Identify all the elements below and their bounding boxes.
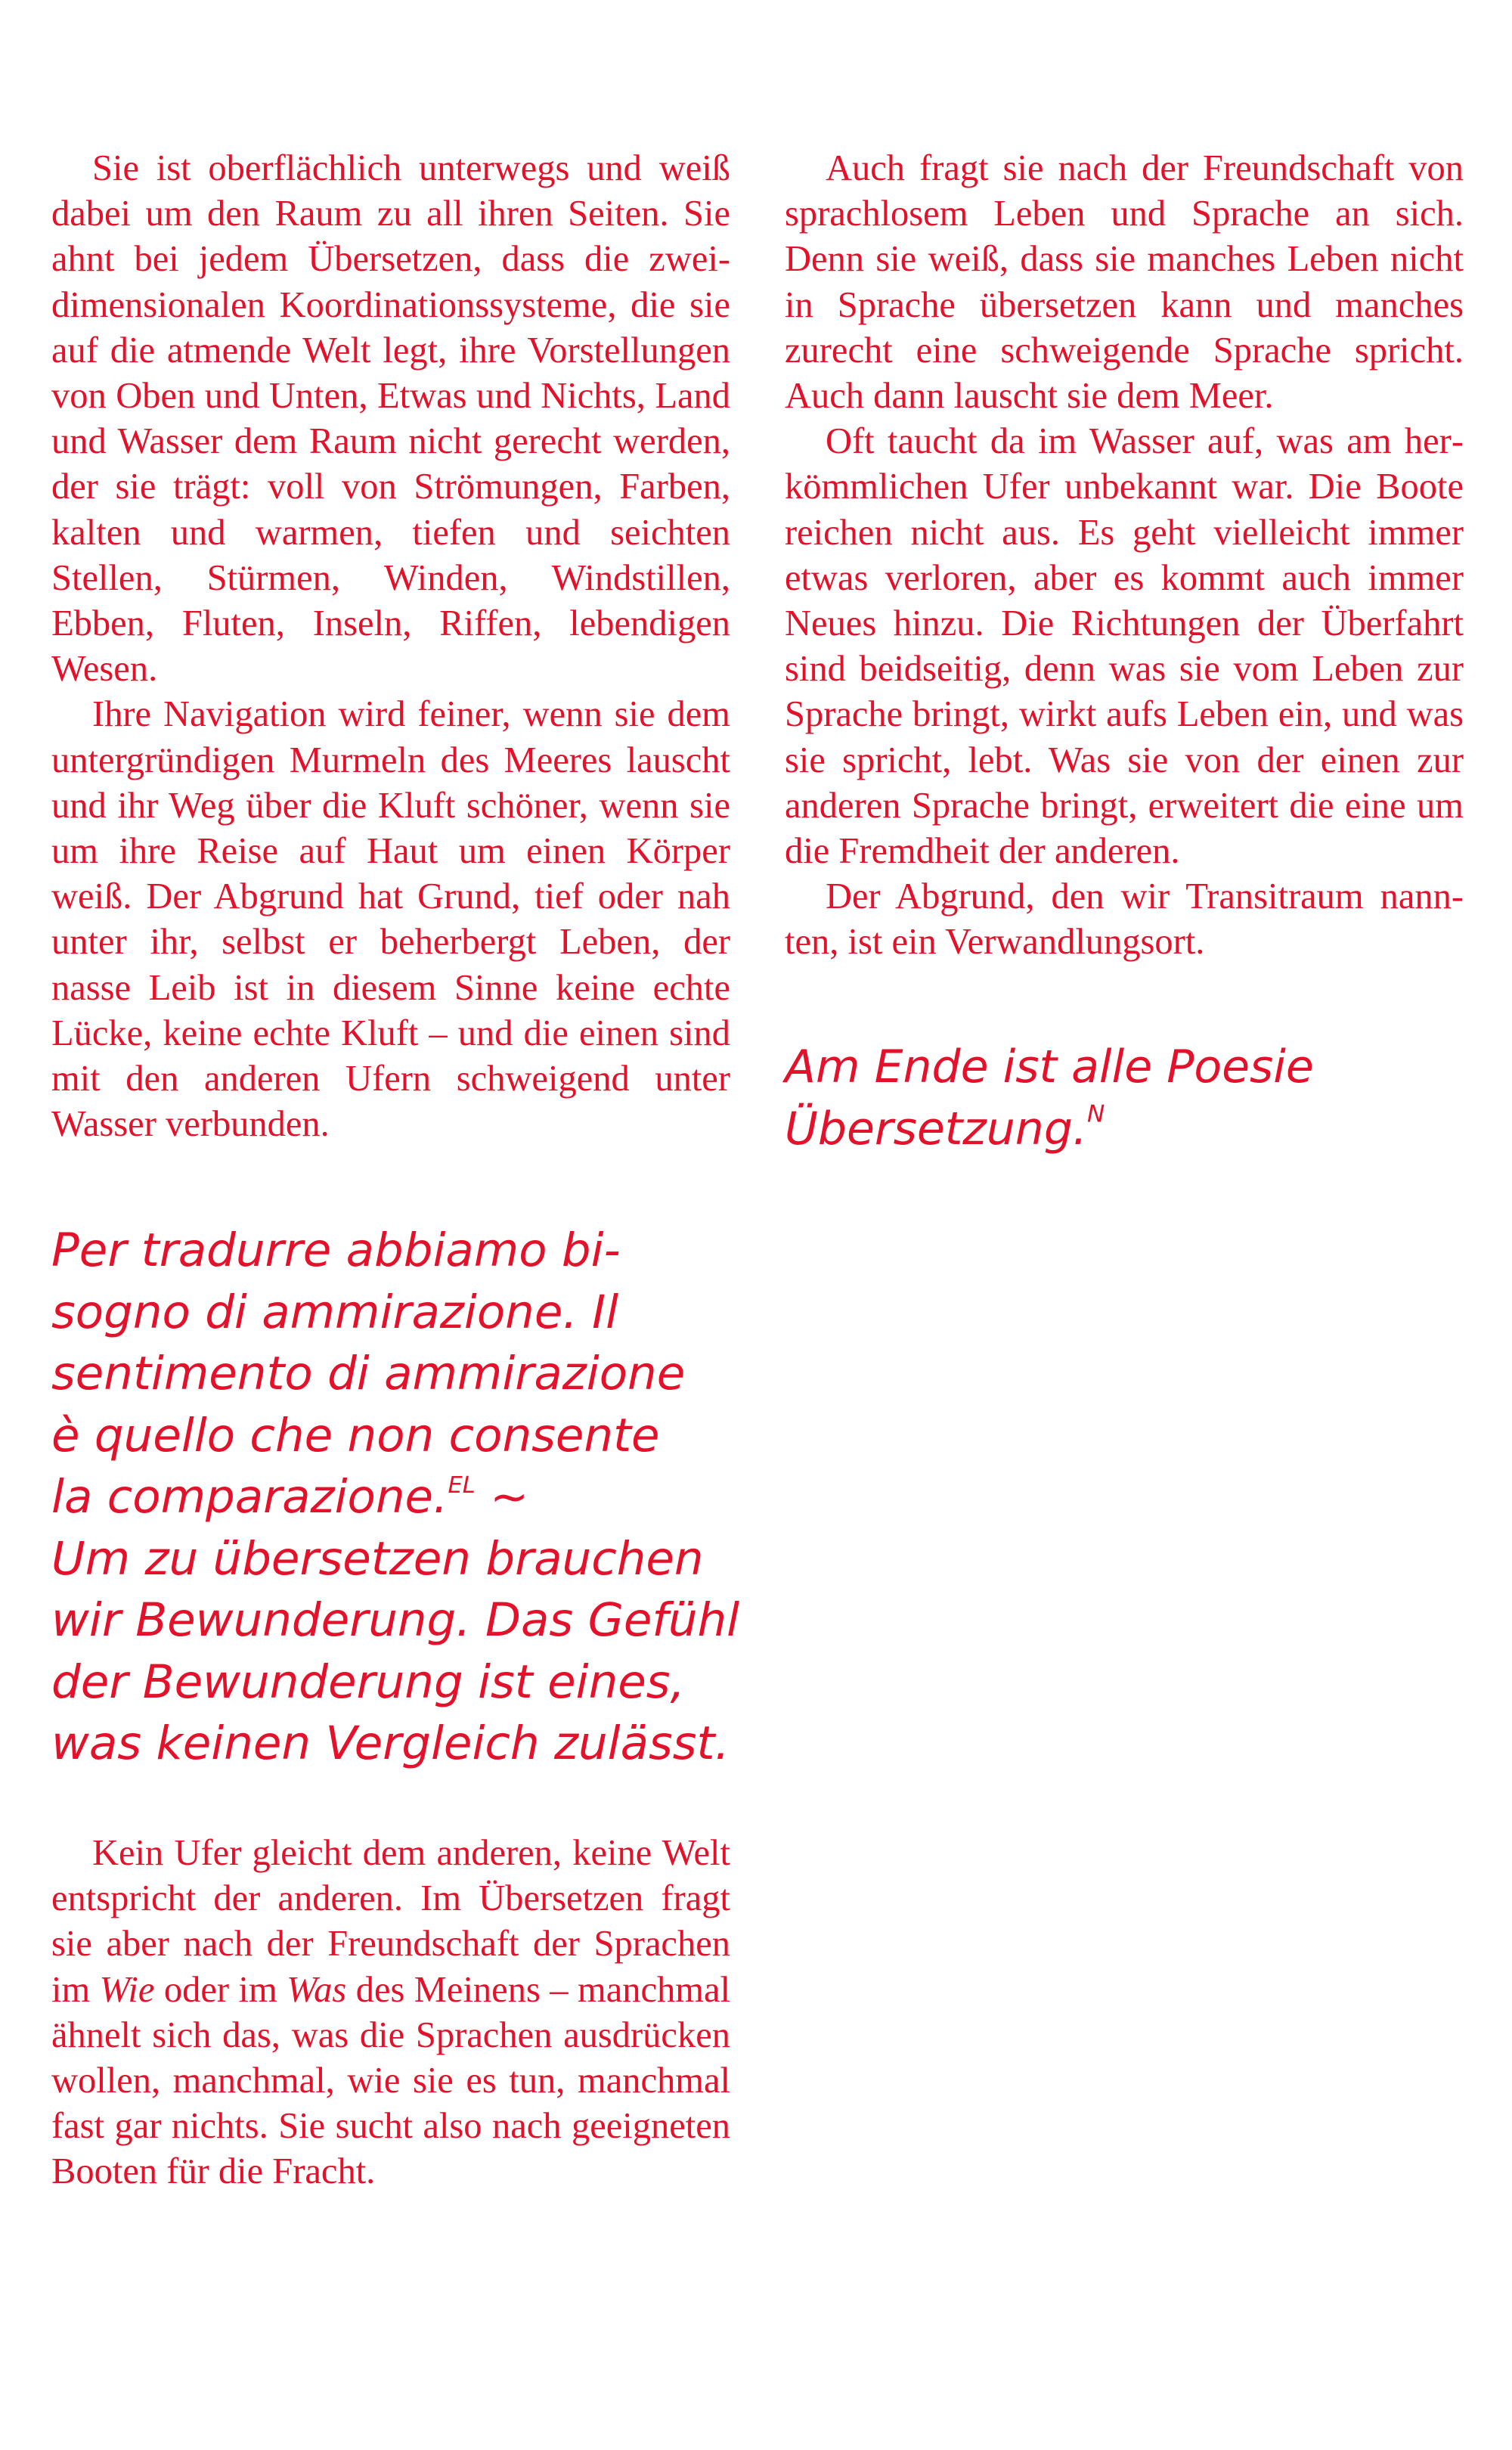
quote-line: Per tradurre abbiamo bi- [51, 1223, 621, 1277]
quote-line: sentimento di ammirazione [51, 1347, 686, 1400]
quote-text: la comparazione. [51, 1470, 448, 1524]
paragraph-abgrund: Der Abgrund, den wir Transitraum nannten, ist ein Verwandlungsort. [785, 876, 1464, 963]
text-run: Kein Ufer gleicht dem anderen, keine Welt entspricht der anderen. Im Übersetzen fragt sie aber nach der Freundschaft der Sprachen im [51, 1833, 730, 2010]
quote-line: Am Ende ist alle Poesie [785, 1040, 1314, 1093]
emphasis-wie: Wie [99, 1969, 155, 2010]
quote-ammirazione [51, 1220, 777, 1775]
quote-poesie [785, 1036, 1488, 1160]
quote-line: der Bewunderung ist eines, [51, 1655, 685, 1709]
footnote-marker: EL [448, 1472, 476, 1499]
quote-line [51, 1466, 777, 1528]
quote-line: Um zu übersetzen brauchen [51, 1531, 704, 1586]
text-run: oder im [154, 1969, 287, 2010]
footnote-marker: N [1087, 1100, 1105, 1128]
quote-line: sogno di ammirazione. Il [51, 1285, 619, 1339]
emphasis-was: Was [287, 1969, 347, 2010]
left-column-bottom [51, 1831, 730, 2195]
tilde-separator: ~ [475, 1470, 529, 1524]
paragraph-navigation: Ihre Navigation wird feiner, wenn sie dem untergründigen Murmeln des Meeres lauscht und ihr Weg über die Kluft schöner, wenn sie um ihre Reise auf Haut um einen Körper weiß. Der Abgrund hat Grund, tief oder nah unter ihr, selbst er beherbergt Leben, der nasse Leib ist in diesem Sinne keine echte Lücke, keine echte Kluft – und die einen sind mit den anderen Ufern schweigend unter Wasser verbunden. [51, 694, 730, 1145]
paragraph-wasser: Oft taucht da im Wasser auf, was am herkömmlichen Ufer unbekannt war. Die Boote reichen nicht aus. Es geht vielleicht immer etwas verloren, aber es kommt auch immer Neues hinzu. Die Richtungen der Überfahrt sind beidseitig, denn was sie vom Leben zur Sprache bringt, wirkt aufs Leben ein, und was sie spricht, lebt. Was sie von der einen zur anderen Sprache bringt, erweitert die eine um die Fremdheit der anderen. [785, 421, 1464, 872]
quote-line: è quello che non consente [51, 1408, 660, 1462]
right-column-top [785, 146, 1464, 966]
paragraph-freundschaft: Auch fragt sie nach der Freundschaft von sprachlosem Leben und Sprache an sich. Denn sie weiß, dass sie manches Leben nicht in Sprache übersetzen kann und manches zurecht eine schweigende Sprache spricht. Auch dann lauscht sie dem Meer. [785, 148, 1464, 417]
paragraph-ufer [51, 1831, 730, 2195]
left-column-top [51, 146, 730, 1147]
paragraph-raum: Sie ist oberflächlich unterwegs und weiß dabei um den Raum zu all ihren Seiten. Sie ahnt bei jedem Übersetzen, dass die zweidimensionalen Koordinationssysteme, die sie auf die atmende Welt legt, ihre Vorstellungen von Oben und Unten, Etwas und Nichts, Land und Wasser dem Raum nicht gerecht werden, der sie trägt: voll von Strömungen, Farben, kalten und warmen, tiefen und seichten Stellen, Stürmen, Winden, Windstillen, Ebben, Fluten, Inseln, Riffen, lebendigen Wesen. [51, 148, 730, 690]
quote-line: wir Bewunderung. Das Gefühl [51, 1593, 740, 1647]
text-run: des Meinens – manchmal ähnelt sich das, was die Sprachen ausdrücken wollen, manchmal, wie sie es tun, manchmal fast gar nichts. Sie sucht also nach geeigneten Booten für die Fracht. [51, 1969, 730, 2192]
quote-text: Übersetzung. [785, 1102, 1087, 1155]
quote-line [785, 1098, 1488, 1160]
quote-line: was keinen Vergleich zulässt. [51, 1717, 730, 1770]
